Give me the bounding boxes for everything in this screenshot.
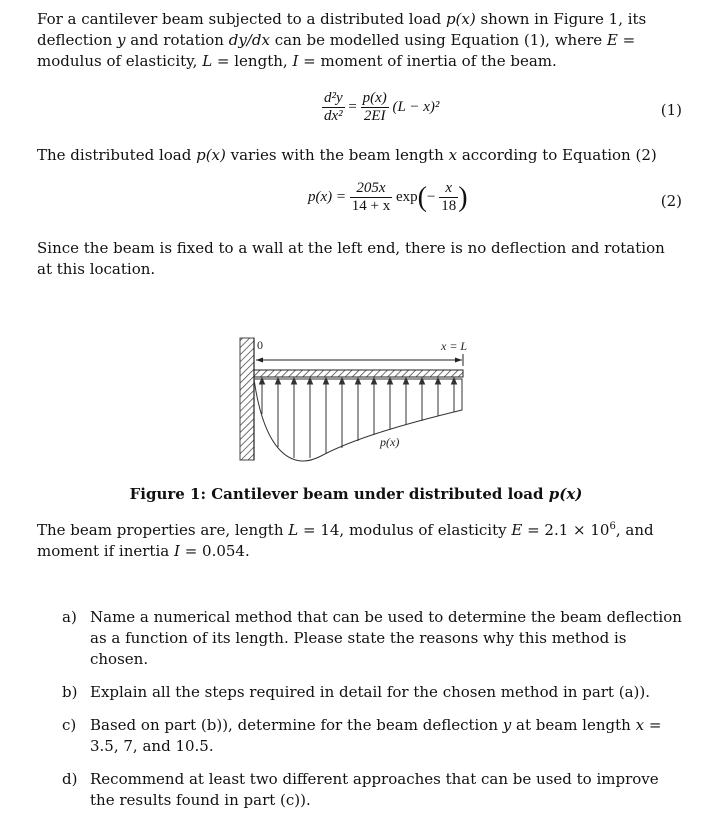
question-c [62, 715, 684, 757]
question-d [62, 769, 684, 811]
cantilever-beam-figure [236, 330, 476, 468]
load-arrows [260, 378, 457, 458]
question-b [62, 682, 684, 703]
eq2-inner-denominator: 18 [441, 198, 457, 214]
dimension-arrow-left [256, 358, 263, 363]
question-text: Recommend at least two different approaches that can be used to improve the results found in part (c)). [90, 770, 659, 809]
equation-2 [308, 180, 468, 215]
question-text: Name a numerical method that can be used to determine the beam deflection as a function of its length. Please state the reasons why this method is chosen. [90, 608, 682, 668]
eq1-rhs-tail: (L − x)² [392, 98, 440, 115]
eq1-number: (1) [660, 101, 682, 119]
eq2-inner-fraction [439, 180, 458, 215]
eq1-lhs-denominator: dx² [324, 108, 343, 124]
question-label: b) [62, 683, 78, 701]
eq2-left-paren: ( [417, 182, 427, 213]
question-list [62, 607, 684, 811]
eq2-lhs: p(x) = [308, 188, 347, 205]
load-label: p(x) [380, 435, 400, 449]
eq2-number: (2) [660, 192, 682, 210]
eq2-right-paren: ) [458, 182, 468, 213]
question-label: a) [62, 608, 77, 626]
question-a [62, 607, 684, 670]
question-label: c) [62, 716, 77, 734]
eq2-inner-numerator: x [439, 180, 458, 198]
eq1-lhs-fraction [322, 90, 345, 125]
eq1-lhs-numerator: d²y [324, 90, 343, 106]
eq1-rhs-fraction [361, 90, 389, 125]
figure-caption: Figure 1: Cantilever beam under distributed load p(x) [129, 485, 583, 503]
eq2-denominator: 14 + x [351, 198, 391, 214]
question-text: Based on part (b)), determine for the beam deflection y at beam length x = 3.5, 7, and 10.5. [90, 716, 662, 755]
eq1-rhs-denominator: 2EI [363, 108, 386, 124]
eq1-rhs-numerator: p(x) [362, 90, 387, 106]
wall-support [240, 338, 254, 460]
dimension-arrow-right [455, 358, 462, 363]
eq2-minus: − [427, 188, 436, 205]
question-label: d) [62, 770, 78, 788]
end-label: x = L [441, 339, 468, 353]
beam-properties: The beam properties are, length L = 14, modulus of elasticity $E = 2.1 \times 10^6$, and moment if inertia I = 0.054. [37, 521, 654, 560]
beam [254, 370, 463, 377]
eq2-fraction [350, 180, 392, 215]
eq2-numerator: 205x [350, 180, 392, 198]
intro-paragraph: For a cantilever beam subjected to a distributed load p(x) shown in Figure 1, its deflection y and rotation dy/dx can be modelled using Equation (1), where E = modulus of elasticity, L = length, I = moment of inertia of the beam. [37, 10, 647, 70]
load-description: The distributed load p(x) varies with the beam length x according to Equation (2) [37, 146, 657, 164]
equation-1 [322, 90, 439, 125]
boundary-condition-text: Since the beam is fixed to a wall at the left end, there is no deflection and rotation at this location. [37, 239, 665, 278]
origin-label: 0 [257, 338, 263, 352]
eq2-exp: exp [396, 188, 418, 205]
eq1-equals: = [348, 98, 357, 115]
question-text: Explain all the steps required in detail for the chosen method in part (a)). [90, 683, 650, 701]
